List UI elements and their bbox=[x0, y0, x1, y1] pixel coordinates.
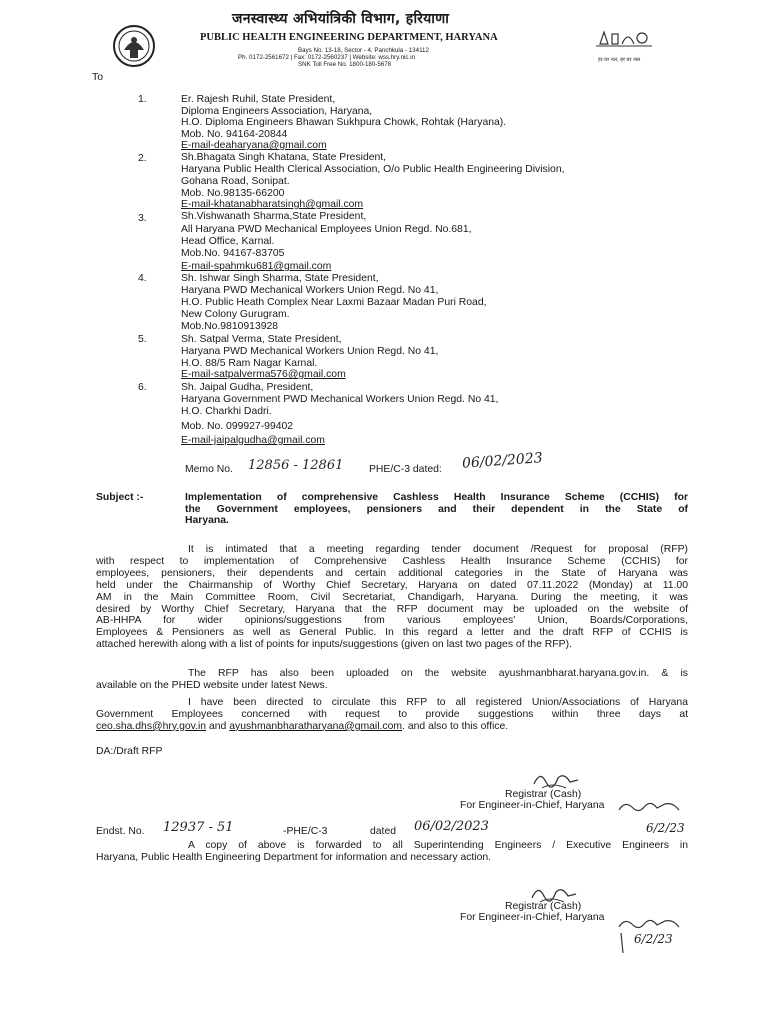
recipient-number: 5. bbox=[138, 334, 147, 345]
body-paragraph-1 bbox=[96, 544, 688, 651]
dept-name: PUBLIC HEALTH ENGINEERING DEPARTMENT, HARYANA bbox=[200, 32, 498, 43]
recipient-line: Mob.No. 94167-83705 bbox=[181, 248, 285, 259]
endst-ref: -PHE/C-3 bbox=[283, 826, 328, 837]
recipient-line: Diploma Engineers Association, Haryana, bbox=[181, 106, 373, 117]
subject-line: Implementation of comprehensive Cashless Health Insurance Scheme (CCHIS) for bbox=[185, 492, 688, 503]
body-line: held under the Chairmanship of Worthy Chief Secretary, Haryana on dated 07.11.2022 (Monday) at 11.00 bbox=[96, 579, 688, 591]
endst-number-handwritten: 12937 - 51 bbox=[163, 820, 234, 835]
recipient-line: Er. Rajesh Ruhil, State President, bbox=[181, 94, 336, 105]
signatory-office: For Engineer-in-Chief, Haryana bbox=[460, 800, 605, 811]
body-line: attached herewith along with a list of points for inputs/suggestions (given on last two pages of the RFP). bbox=[96, 639, 572, 651]
recipient-line: H.O. Public Heath Complex Near Laxmi Bazaar Madan Puri Road, bbox=[181, 297, 487, 308]
memo-number-handwritten: 12856 - 12861 bbox=[248, 458, 344, 473]
recipient-line: H.O. Charkhi Dadri. bbox=[181, 406, 272, 417]
dept-contact: Ph. 0172-2561672 | Fax: 0172-2560237 | Website: wss.hry.nic.in bbox=[238, 54, 416, 61]
recipient-line: Mob. No. 099927-99402 bbox=[181, 421, 294, 432]
recipient-number: 1. bbox=[138, 94, 147, 105]
body-line: desired by Worthy Chief Secretary, Haryana that the RFP document may be uploaded on the website of bbox=[96, 603, 688, 615]
subject-line: the Government employees, pensioners and their dependent in the State of bbox=[185, 503, 688, 515]
recipient-email-link[interactable]: E-mail-jaipalgudha@gmail.com bbox=[181, 435, 325, 446]
recipient-line: Haryana PWD Mechanical Workers Union Regd. No 41, bbox=[181, 346, 439, 357]
recipient-line: Head Office, Karnal. bbox=[181, 236, 275, 247]
recipient-line: H.O. 88/5 Ram Nagar Karnal. bbox=[181, 358, 318, 369]
recipient-line: Sh. Ishwar Singh Sharma, State President, bbox=[181, 273, 379, 284]
recipient-line: All Haryana PWD Mechanical Employees Union Regd. No.681, bbox=[181, 224, 472, 235]
toll-free-number: SNK Toll Free No. 1800-180-5678 bbox=[298, 61, 392, 68]
body-line: I have been directed to circulate this RFP to all registered Union/Associations of Haryana bbox=[188, 697, 688, 708]
body-paragraph-2 bbox=[96, 668, 688, 692]
body-line: A copy of above is forwarded to all Superintending Engineers / Executive Engineers in bbox=[188, 840, 688, 851]
body-line: employees, pensioners, their dependents and certain additional categories in the State of Haryana was bbox=[96, 567, 688, 579]
recipient-line: New Colony Gurugram. bbox=[181, 309, 290, 320]
memo-ref: PHE/C-3 dated: bbox=[369, 464, 442, 475]
forwarding-paragraph bbox=[96, 840, 688, 864]
body-line: Employees & Pensioners as well as General Public. In this regard a letter and the draft RFP of CCHIS is bbox=[96, 627, 688, 639]
recipient-line: Sh.Vishwanath Sharma,State President, bbox=[181, 211, 367, 222]
body-line: Haryana, Public Health Engineering Department for information and necessary action. bbox=[96, 851, 492, 863]
body-line: The RFP has also been uploaded on the website ayushmanbharat.haryana.gov.in. & is bbox=[188, 668, 688, 679]
body-line: It is intimated that a meeting regarding tender document /Request for proposal (RFP) bbox=[188, 544, 688, 555]
body-line-end: . and also to this office. bbox=[402, 720, 509, 732]
recipient-line: Haryana PWD Mechanical Workers Union Regd. No 41, bbox=[181, 285, 439, 296]
and-text: and bbox=[208, 720, 227, 732]
hindi-dept-title: जनस्वास्थ्य अभियांत्रिकी विभाग, हरियाणा bbox=[232, 11, 450, 27]
recipient-email-link[interactable]: E-mail-spahmku681@gmail.com bbox=[181, 261, 332, 272]
body-line: AM in the Main Committee Room, Civil Secretariat, Chandigarh, Haryana. During the meeting, it was bbox=[96, 591, 688, 603]
memo-label: Memo No. bbox=[185, 464, 233, 475]
subject-text bbox=[185, 492, 688, 527]
subject-label: Subject :- bbox=[96, 492, 144, 503]
recipient-line: Haryana Government PWD Mechanical Workers Union Regd. No 41, bbox=[181, 394, 499, 405]
subject-line: Haryana. bbox=[185, 515, 229, 526]
endst-label: Endst. No. bbox=[96, 826, 145, 837]
signatory-title: Registrar (Cash) bbox=[505, 901, 582, 912]
haryana-emblem-logo bbox=[112, 24, 156, 68]
dept-address: Bays No. 13-18, Sector - 4, Panchkula - 134112 bbox=[298, 47, 429, 54]
dated-label: dated bbox=[370, 826, 397, 837]
recipient-email-link[interactable]: E-mail-khatanabharatsingh@gmail.com bbox=[181, 199, 364, 210]
recipient-line: Sh. Jaipal Gudha, President, bbox=[181, 382, 314, 393]
recipient-email-link[interactable]: E-mail-satpalverma576@gmail.com bbox=[181, 369, 346, 380]
recipient-line: Mob.No.9810913928 bbox=[181, 321, 279, 332]
recipient-email-link[interactable]: E-mail-deaharyana@gmail.com bbox=[181, 140, 327, 151]
recipient-line: H.O. Diploma Engineers Bhawan Sukhpura Chowk, Rohtak (Haryana). bbox=[181, 117, 507, 128]
da-draft-rfp: DA:/Draft RFP bbox=[96, 746, 163, 757]
recipient-line: Gohana Road, Sonipat. bbox=[181, 176, 290, 187]
jal-jeevan-mission-logo bbox=[594, 24, 654, 54]
body-line: Government Employees concerned with request to provide suggestions within three days at bbox=[96, 708, 688, 720]
email-link-sha[interactable]: ceo.sha.dhs@hry.gov.in bbox=[96, 720, 207, 732]
recipient-number: 3. bbox=[138, 213, 147, 224]
handwritten-date: 6/2/23 bbox=[634, 932, 673, 946]
body-line: with respect to implementation of Comprehensive Cashless Health Insurance Scheme (CCHIS) for bbox=[96, 555, 688, 567]
body-paragraph-3 bbox=[96, 697, 688, 733]
recipient-line: Sh. Satpal Verma, State President, bbox=[181, 334, 342, 345]
memo-date-handwritten: 06/02/2023 bbox=[461, 450, 544, 472]
email-link-ayushman[interactable]: ayushmanbharatharyana@gmail.com bbox=[229, 720, 403, 732]
handwritten-date: 6/2/23 bbox=[646, 821, 685, 835]
recipient-number: 6. bbox=[138, 382, 147, 393]
right-logo-caption: हर घर नल, हर घर जल bbox=[598, 57, 641, 63]
endst-date-handwritten: 06/02/2023 bbox=[414, 819, 489, 834]
to-label: To bbox=[92, 72, 103, 83]
recipient-line: Sh.Bhagata Singh Khatana, State President, bbox=[181, 152, 387, 163]
body-line-emails bbox=[96, 721, 688, 733]
recipient-line: Mob. No. 94164-20844 bbox=[181, 129, 288, 140]
recipient-line: Mob. No.98135-66200 bbox=[181, 188, 285, 199]
signatory-title: Registrar (Cash) bbox=[505, 789, 582, 800]
recipient-number: 4. bbox=[138, 273, 147, 284]
body-line: AB-HHPA for wider opinions/suggestions from various employees' Union, Boards/Corporations, bbox=[96, 615, 688, 627]
recipient-line: Haryana Public Health Clerical Association, O/o Public Health Engineering Division, bbox=[181, 164, 565, 175]
body-line: available on the PHED website under latest News. bbox=[96, 679, 328, 691]
signatory-office: For Engineer-in-Chief, Haryana bbox=[460, 912, 605, 923]
recipient-number: 2. bbox=[138, 153, 147, 164]
